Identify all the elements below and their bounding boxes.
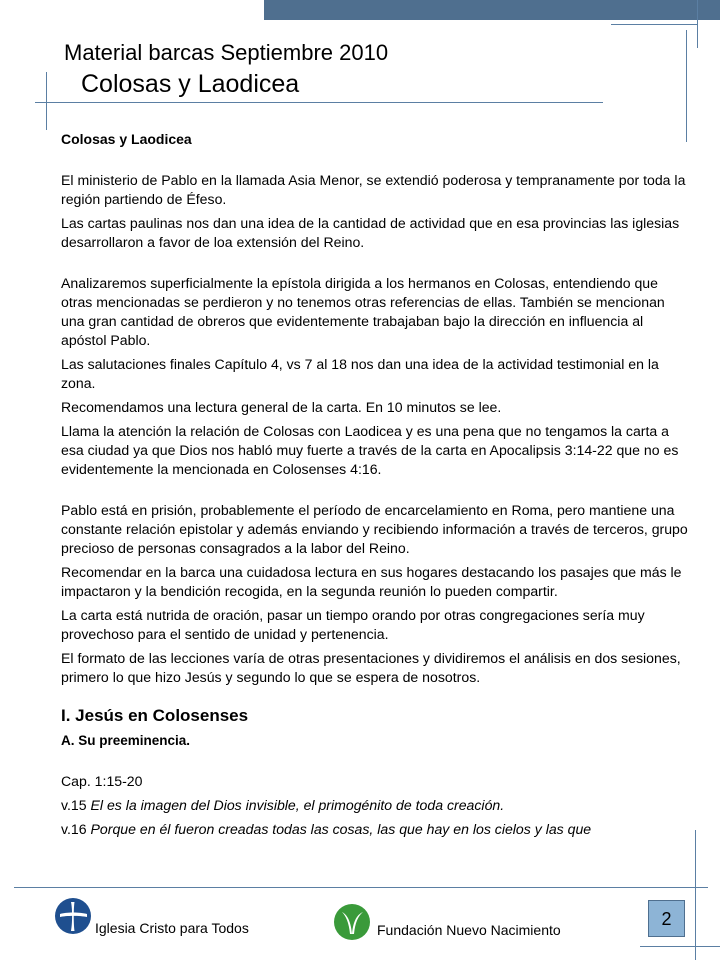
- verse-label: v.16: [61, 821, 91, 837]
- frame-rule-left-vertical: [46, 72, 47, 130]
- frame-rule-top-right: [611, 24, 697, 25]
- paragraph: Las salutaciones finales Capítulo 4, vs 7 al 18 nos dan una idea de la actividad testimonial en la zona.: [61, 356, 659, 391]
- paragraph: El formato de las lecciones varía de otras presentaciones y dividiremos el análisis en dos sesiones, primero lo que hizo Jesús y segundo lo que se espera de nosotros.: [61, 650, 681, 685]
- scripture-reference: Cap. 1:15-20: [61, 773, 143, 789]
- foundation-name: Fundación Nuevo Nacimiento: [377, 922, 561, 938]
- paragraph: Recomendar en la barca una cuidadosa lectura en sus hogares destacando los pasajes que más le impactaron y la bendición recogida, en la segunda reunión lo pueden compartir.: [61, 564, 682, 599]
- foundation-logo-icon: [333, 903, 371, 941]
- header-bar: [264, 0, 720, 20]
- frame-rule-right-body: [695, 830, 696, 960]
- verse-line: [61, 796, 689, 815]
- verse-text: Porque en él fueron creadas todas las cosas, las que hay en los cielos y las que: [90, 821, 592, 837]
- frame-rule-right-vertical: [697, 0, 698, 48]
- page-number: 2: [648, 900, 685, 937]
- frame-rule-right-short: [686, 30, 687, 142]
- church-logo-icon: [54, 897, 92, 935]
- paragraph: Llama la atención la relación de Colosas con Laodicea y es una pena que no tengamos la carta a esa ciudad ya que Dios nos habló muy fuerte a través de la carta en Apocalipsis 3:14-22 que no es evidentemente la mencionada en Colosenses 4:16.: [61, 423, 679, 477]
- paragraph: El ministerio de Pablo en la llamada Asia Menor, se extendió poderosa y tempranamente por toda la región partiendo de Éfeso.: [61, 172, 686, 207]
- paragraph: Pablo está en prisión, probablemente el período de encarcelamiento en Roma, pero mantiene una constante relación epistolar y además enviando y recibiendo información a través de terceros, grupo precioso de personas consagrados a la labor del Reino.: [61, 502, 688, 556]
- document-title: Material barcas Septiembre 2010: [64, 40, 389, 65]
- footer-rule-short: [640, 946, 720, 947]
- church-name: Iglesia Cristo para Todos: [95, 920, 249, 936]
- verse-text: El es la imagen del Dios invisible, el primogénito de toda creación.: [90, 797, 505, 813]
- paragraph: La carta está nutrida de oración, pasar un tiempo orando por otras congregaciones sería muy provechoso para el sentido de unidad y pertenencia.: [61, 607, 645, 642]
- document-subtitle: Colosas y Laodicea: [81, 70, 300, 98]
- section-subtitle: A. Su preeminencia.: [61, 733, 191, 748]
- paragraph: Las cartas paulinas nos dan una idea de la cantidad de actividad que en esa provincias las iglesias desarrollaron a favor de loa extensión del Reino.: [61, 215, 680, 250]
- title-underline: [35, 102, 603, 103]
- verse-label: v.15: [61, 797, 91, 813]
- paragraph: Recomendamos una lectura general de la carta. En 10 minutos se lee.: [61, 399, 502, 415]
- body-subheading: Colosas y Laodicea: [61, 131, 192, 147]
- section-title: I. Jesús en Colosenses: [61, 706, 249, 725]
- paragraph: Analizaremos superficialmente la epístola dirigida a los hermanos en Colosas, entendiendo que otras mencionadas se perdieron y no tenemos otras referencias de ellas. También se mencionan una gran cantidad de obreros que evidentemente trabajaban bajo la dirección en influencia al apóstol Pablo.: [61, 275, 665, 348]
- document-body: [61, 130, 689, 839]
- verse-line: [61, 820, 689, 839]
- footer-rule: [14, 887, 708, 888]
